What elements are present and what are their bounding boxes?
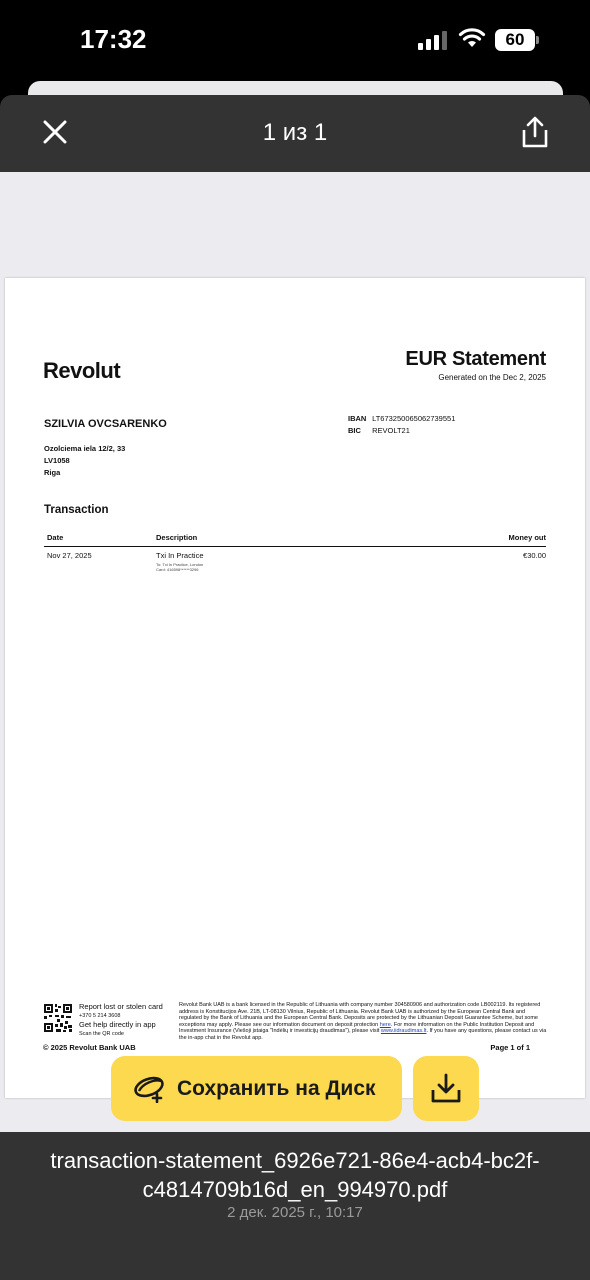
bic-value: REVOLT21 <box>372 426 410 435</box>
legal-paragraph: . For more information on the Public Institution Deposit and Investment Insurance (Viešoji įstaiga "Indėlių ir investicijų draudimas"), please visit <box>179 1021 535 1034</box>
page-number: Page 1 of 1 <box>490 1043 530 1052</box>
support-phone: +370 5 214 3608 <box>79 1013 121 1019</box>
customer-name: SZILVIA OVCSARENKO <box>44 418 167 430</box>
cellular-signal-icon <box>418 30 450 50</box>
status-time: 17:32 <box>80 24 147 54</box>
column-date: Date <box>47 533 64 542</box>
document-viewer[interactable] <box>0 172 590 1132</box>
help-text: Get help directly in app <box>79 1020 156 1029</box>
file-name: transaction-statement_6926e721-86e4-acb4-bc2f-c4814709b16d_en_994970.pdf <box>50 1148 540 1202</box>
legal-paragraph: Revolut Bank UAB is a bank licensed in the Republic of Lithuania with company number 304580906 and authorization code LB002119. Its registered address is Konstitucijos Ave. 21B, LT-08130 Vilnius, Republic of Lithuania. Revolut Bank UAB is authorized by the European Central Bank and regulated by the Bank of Lithuania and the European Central Bank. Deposits are protected by the Lithuanian Deposit Guarantee Scheme, but some exceptions may apply. Please see our information document on deposit protection <box>179 1002 541 1028</box>
lost-card-text: Report lost or stolen card <box>79 1002 163 1011</box>
download-icon <box>430 1072 462 1104</box>
customer-address <box>44 443 125 479</box>
transaction-description: Txi In Practice <box>156 551 204 560</box>
transaction-detail: To: Txi In Practice, London <box>156 562 204 567</box>
column-money-out: Money out <box>508 533 546 542</box>
iidraudimas-link[interactable]: www.iidraudimas.lt <box>380 1028 427 1034</box>
legal-text <box>179 1002 549 1041</box>
download-button[interactable] <box>413 1056 479 1121</box>
file-info-bar <box>0 1132 590 1280</box>
qr-code-icon <box>43 1003 73 1033</box>
share-icon[interactable] <box>520 115 550 149</box>
file-date: 2 дек. 2025 г., 10:17 <box>227 1204 363 1221</box>
column-description: Description <box>156 533 198 542</box>
transaction-date: Nov 27, 2025 <box>47 551 92 560</box>
pdf-page <box>5 278 585 1098</box>
transaction-details <box>156 562 203 572</box>
battery-level: 60 <box>495 29 535 51</box>
transaction-amount: €30.00 <box>523 551 546 560</box>
save-to-disk-button[interactable] <box>111 1056 402 1121</box>
status-bar <box>0 0 590 82</box>
yandex-disk-icon <box>133 1073 167 1103</box>
section-title: Transaction <box>44 504 109 516</box>
save-to-disk-label: Сохранить на Диск <box>177 1077 376 1100</box>
address-line: Ozolciema iela 12/2, 33 <box>44 444 126 453</box>
iban-label: IBAN <box>348 414 367 423</box>
table-header <box>44 533 546 547</box>
viewer-top-bar <box>0 95 590 172</box>
iban-value: LT673250065062739551 <box>372 414 456 423</box>
battery-cap <box>536 36 539 44</box>
wifi-icon <box>458 27 486 49</box>
transaction-detail: Card: 416598******3296 <box>156 567 199 572</box>
legal-paragraph: . If you have any questions, please contact us via the in-app chat in the Revolut app. <box>179 1028 547 1041</box>
statement-generated: Generated on the Dec 2, 2025 <box>438 373 546 382</box>
help-block <box>79 1002 163 1038</box>
copyright: © 2025 Revolut Bank UAB <box>43 1043 136 1052</box>
battery-indicator <box>495 29 539 51</box>
address-line: LV1058 <box>44 456 70 465</box>
deposit-protection-link[interactable]: here <box>379 1021 391 1028</box>
page-counter: 1 из 1 <box>262 119 328 146</box>
bank-details <box>348 413 455 437</box>
table-row <box>44 551 546 575</box>
scan-qr-text: Scan the QR code <box>79 1031 124 1037</box>
brand-logo: Revolut <box>43 358 121 383</box>
statement-title: EUR Statement <box>405 348 546 370</box>
bic-label: BIC <box>348 426 361 435</box>
address-line: Riga <box>44 468 61 477</box>
